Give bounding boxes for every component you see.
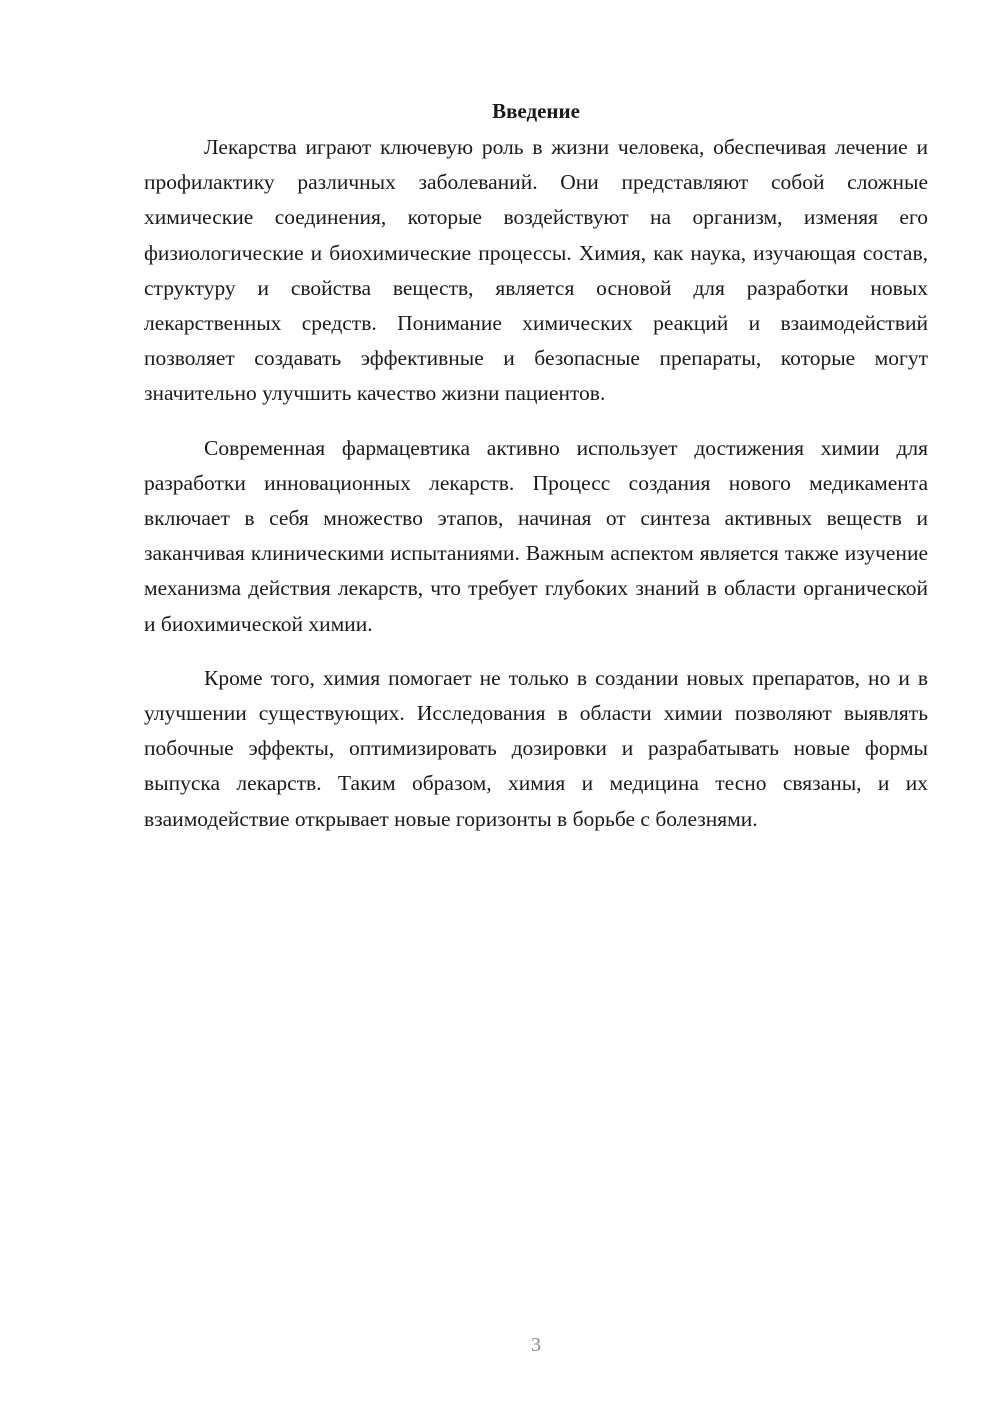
section-heading: Введение xyxy=(492,99,580,123)
paragraph-3: Кроме того, химия помогает не только в создании новых препаратов, но и в улучшении существующих. Исследования в области химии позволяют выявлять побочные эффекты, оптимизировать дозировки и разрабатывать новые формы выпуска лекарств. Таким образом, химия и медицина тесно связаны, и их взаимодействие открывает новые горизонты в борьбе с болезнями. xyxy=(144,665,928,831)
paragraph-2: Современная фармацевтика активно использует достижения химии для разработки инновационных лекарств. Процесс создания нового медикамента включает в себя множество этапов, начиная от синтеза активных веществ и заканчивая клиническими испытаниями. Важным аспектом является также изучение механизма действия лекарств, что требует глубоких знаний в области органической и биохимической химии. xyxy=(144,435,928,636)
page-number: 3 xyxy=(531,1334,541,1356)
page-body xyxy=(144,96,928,856)
paragraph-1: Лекарства играют ключевую роль в жизни человека, обеспечивая лечение и профилактику различных заболеваний. Они представляют собой сложные химические соединения, которые воздействуют на организм, изменяя его физиологические и биохимические процессы. Химия, как наука, изучающая состав, структуру и свойства веществ, является основой для разработки новых лекарственных средств. Понимание химических реакций и взаимодействий позволяет создавать эффективные и безопасные препараты, которые могут значительно улучшить качество жизни пациентов. xyxy=(144,135,928,406)
